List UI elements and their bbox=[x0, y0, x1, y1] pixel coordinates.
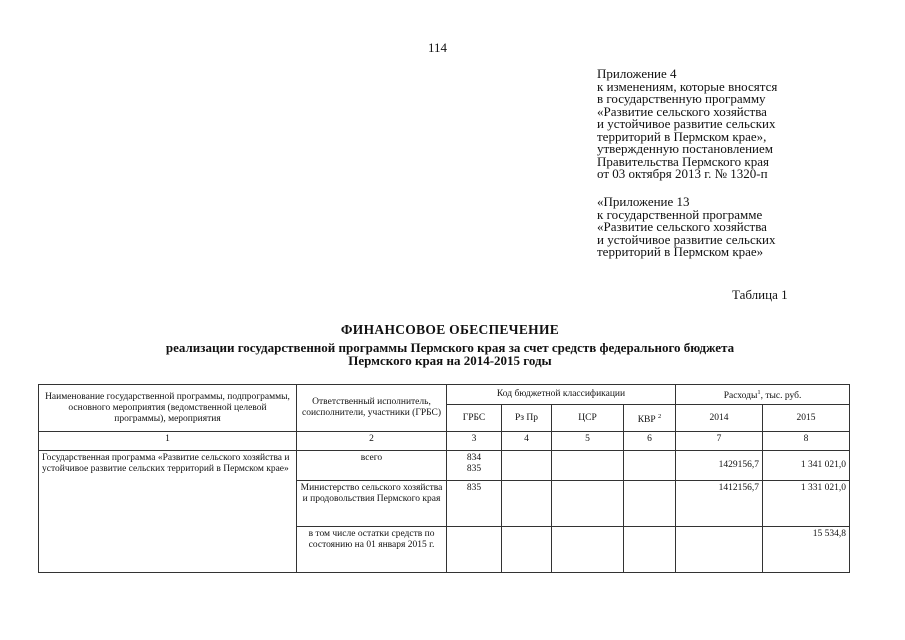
subtitle-line-1: реализации государственной программы Пермского края за счет средств федерального бюджета bbox=[165, 340, 735, 355]
financing-table bbox=[38, 384, 850, 573]
header-expenses-footnote: 1 bbox=[757, 389, 761, 396]
column-number: 8 bbox=[763, 432, 850, 451]
appendix-line: «Развитие сельского хозяйства bbox=[597, 219, 767, 234]
appendix-line: к государственной программе bbox=[597, 206, 763, 222]
header-rzpr: Рз Пр bbox=[502, 405, 552, 432]
header-expenses bbox=[676, 385, 850, 405]
appendix-line: территорий в Пермском крае» bbox=[597, 244, 764, 259]
header-csr: ЦСР bbox=[552, 405, 624, 432]
subtitle-line-2: Пермского края на 2014-2015 годы bbox=[348, 353, 552, 368]
appendix-line: «Приложение 13 bbox=[597, 194, 690, 209]
header-expenses-unit: , тыс. руб. bbox=[760, 391, 802, 402]
csr-cell bbox=[552, 527, 624, 573]
column-number: 2 bbox=[297, 432, 447, 451]
page-number: 114 bbox=[428, 40, 448, 55]
executor-cell: в том числе остатки средств по состоянию на 01 января 2015 г. bbox=[297, 527, 447, 573]
rzpr-cell bbox=[502, 481, 552, 527]
appendix-line: в государственную программу bbox=[597, 91, 766, 106]
appendix-line: и устойчивое развитие сельских bbox=[597, 231, 776, 247]
header-year-2015: 2015 bbox=[763, 405, 850, 432]
appendix-line: «Развитие сельского хозяйства bbox=[597, 103, 767, 119]
appendix-line: утвержденную постановлением bbox=[597, 141, 774, 156]
amount-2014-cell bbox=[676, 527, 763, 573]
table-row bbox=[39, 451, 850, 481]
csr-cell bbox=[552, 481, 624, 527]
document-title: ФИНАНСОВОЕ ОБЕСПЕЧЕНИЕ bbox=[340, 322, 560, 337]
amount-2014-cell: 1429156,7 bbox=[676, 451, 763, 481]
column-number: 3 bbox=[447, 432, 502, 451]
grbs-cell bbox=[447, 527, 502, 573]
amount-2015-cell: 1 341 021,0 bbox=[763, 451, 850, 481]
header-kvr-footnote: 2 bbox=[658, 412, 662, 420]
appendix-line: от 03 октября 2013 г. № 1320-п bbox=[597, 166, 768, 181]
appendix-line: и устойчивое развитие сельских bbox=[597, 116, 776, 131]
appendix-line: к изменениям, которые вносятся bbox=[597, 78, 778, 94]
column-number: 7 bbox=[676, 432, 763, 451]
grbs-cell: 835 bbox=[447, 481, 502, 527]
appendix-note-1 bbox=[597, 68, 777, 181]
program-name-cell: Государственная программа «Развитие сельского хозяйства и устойчивое развитие сельских территорий в Пермском крае» bbox=[39, 451, 297, 573]
header-name: Наименование государственной программы, подпрограммы, основного мероприятия (ведомственной целевой программы), мероприятия bbox=[39, 385, 297, 432]
column-number-row bbox=[39, 432, 850, 451]
appendix-line: Правительства Пермского края bbox=[597, 153, 769, 169]
kvr-cell bbox=[624, 451, 676, 481]
rzpr-cell bbox=[502, 451, 552, 481]
table-label: Таблица 1 bbox=[732, 287, 788, 302]
column-number: 6 bbox=[624, 432, 676, 451]
appendix-line: Приложение 4 bbox=[597, 66, 677, 81]
grbs-code: 835 bbox=[466, 464, 482, 475]
header-year-2014: 2014 bbox=[676, 405, 763, 432]
executor-cell: всего bbox=[297, 451, 447, 481]
amount-2015-cell: 15 534,8 bbox=[763, 527, 850, 573]
header-kvr bbox=[624, 405, 676, 432]
executor-cell: Министерство сельского хозяйства и продовольствия Пермского края bbox=[297, 481, 447, 527]
column-number: 4 bbox=[502, 432, 552, 451]
amount-2014-cell: 1412156,7 bbox=[676, 481, 763, 527]
kvr-cell bbox=[624, 481, 676, 527]
appendix-note-2 bbox=[597, 196, 775, 259]
header-executor: Ответственный исполнитель, соисполнители, участники (ГРБС) bbox=[297, 385, 447, 432]
column-number: 5 bbox=[552, 432, 624, 451]
kvr-cell bbox=[624, 527, 676, 573]
appendix-line: территорий в Пермском крае», bbox=[597, 128, 767, 144]
csr-cell bbox=[552, 451, 624, 481]
header-grbs: ГРБС bbox=[447, 405, 502, 432]
header-kvr-label: КВР bbox=[637, 414, 656, 425]
header-budget-code: Код бюджетной классификации bbox=[447, 385, 676, 405]
amount-2015-cell: 1 331 021,0 bbox=[763, 481, 850, 527]
grbs-cell bbox=[447, 451, 502, 481]
header-expenses-label: Расходы bbox=[723, 391, 758, 402]
document-subtitle bbox=[40, 341, 860, 367]
header-row-1 bbox=[39, 385, 850, 405]
column-number: 1 bbox=[39, 432, 297, 451]
grbs-code: 834 bbox=[466, 453, 482, 464]
rzpr-cell bbox=[502, 527, 552, 573]
